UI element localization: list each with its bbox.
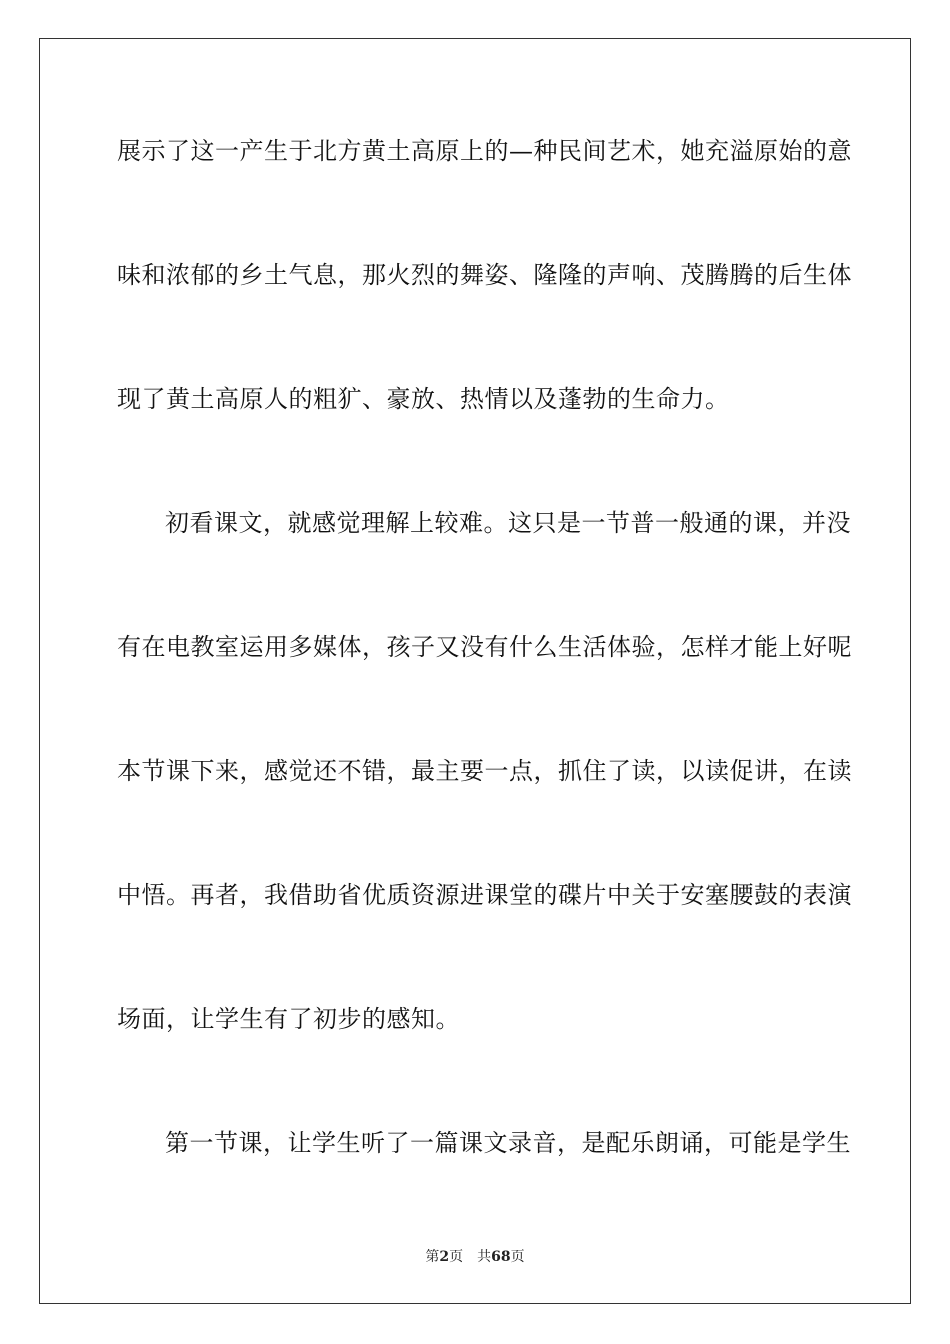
- text-line: 味和浓郁的乡土气息，那火烈的舞姿、隆隆的声响、茂腾腾的后生体: [117, 261, 852, 289]
- text-line: 有在电教室运用多媒体，孩子又没有什么生活体验，怎样才能上好呢: [117, 633, 852, 661]
- page-footer: [0, 1248, 950, 1266]
- page-suffix: 页: [449, 1249, 464, 1265]
- text-line: 初看课文，就感觉理解上较难。这只是一节普一般通的课，并没: [165, 509, 851, 537]
- page-frame: [39, 38, 911, 1304]
- total-prefix: 共: [477, 1249, 492, 1265]
- text-line: 中悟。再者，我借助省优质资源进课堂的碟片中关于安塞腰鼓的表演: [117, 881, 852, 909]
- text-line: 现了黄土高原人的粗犷、豪放、热情以及蓬勃的生命力。: [117, 385, 730, 413]
- page-number: 2: [439, 1249, 450, 1265]
- total-pages: 68: [491, 1249, 511, 1265]
- text-line: 场面，让学生有了初步的感知。: [117, 1005, 460, 1033]
- text-line: 第一节课，让学生听了一篇课文录音，是配乐朗诵，可能是学生: [165, 1129, 851, 1157]
- page-prefix: 第: [425, 1249, 440, 1265]
- total-suffix: 页: [510, 1249, 525, 1265]
- text-line: 本节课下来，感觉还不错，最主要一点，抓住了读，以读促讲，在读: [117, 757, 852, 785]
- text-line: 展示了这一产生于北方黄土高原上的—种民间艺术，她充溢原始的意: [117, 137, 852, 165]
